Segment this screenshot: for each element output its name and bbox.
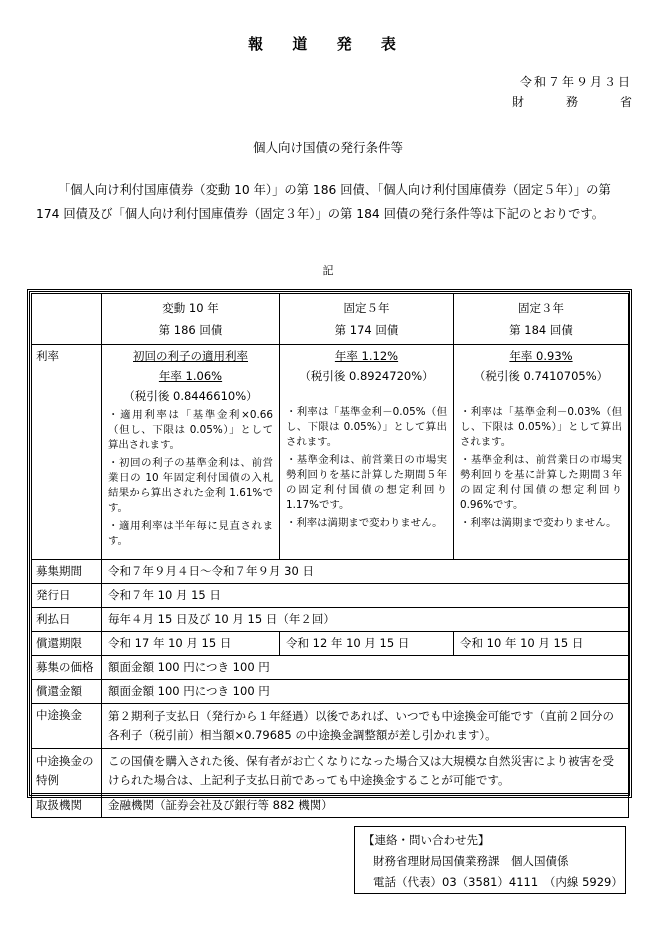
interest-payment-row: [32, 608, 629, 632]
bond-issue-number: 第 184 回債: [509, 323, 573, 337]
row-value: 額面金額 100 円につき 100 円: [102, 656, 629, 680]
header-corner: [32, 294, 102, 345]
column-header-floating-10y: [102, 294, 280, 345]
contact-heading: 【連絡・問い合わせ先】: [363, 833, 490, 847]
bond-issue-number: 第 186 回債: [158, 323, 223, 337]
intro-paragraph: 「個人向け利付国庫債券（変動 10 年）」の第 186 回債、「個人向け利付国庫債券（固定５年）」の第 174 回債及び「個人向け利付国庫債券（固定３年）」の第 184 回債の発行条件等は下記のとおりです。: [36, 183, 611, 221]
document-subtitle: 個人向け国債の発行条件等: [252, 140, 403, 155]
rate-note: ・利率は「基準金利－0.05%（但し、下限は 0.05%）」として算出されます。: [286, 406, 447, 448]
rate-value: 年率 1.12%: [334, 349, 399, 363]
row-label: 償還金額: [32, 680, 102, 704]
rate-note: ・初回の利子の基準金利は、前営業日の 10 年固定利付国債の入札結果から算出された金利 1.61%です。: [108, 457, 273, 514]
row-label: 利率: [32, 345, 102, 560]
row-label: 募集の価格: [32, 656, 102, 680]
row-value: 毎年４月 15 日及び 10 月 15 日（年２回）: [102, 608, 629, 632]
row-value: 令和７年 10 月 15 日: [102, 584, 629, 608]
release-date: 令和７年９月３日: [519, 75, 632, 89]
rate-row: [32, 345, 629, 560]
row-label: 利払日: [32, 608, 102, 632]
bond-issue-number: 第 174 回債: [334, 323, 399, 337]
early-redemption-special-row: [32, 749, 629, 794]
rate-after-tax: （税引後 0.8446610%）: [123, 389, 258, 403]
offer-price-row: [32, 656, 629, 680]
contact-box: [354, 826, 626, 894]
rate-value: 年率 0.93%: [509, 349, 573, 363]
row-label: 中途換金: [32, 704, 102, 749]
row-value: 令和 17 年 10 月 15 日: [102, 632, 280, 656]
row-label-line: 中途換金の: [36, 754, 94, 768]
header-row: [32, 294, 629, 345]
rate-value: 年率 1.06%: [158, 369, 223, 383]
bond-type: 変動 10 年: [162, 301, 219, 315]
row-label: 発行日: [32, 584, 102, 608]
issuer-char: 省: [619, 95, 632, 109]
rate-cell-floating-10y: [102, 345, 280, 560]
row-label-line: 特例: [36, 773, 59, 787]
issuer-char: 財: [512, 95, 525, 109]
issuer: [512, 93, 632, 110]
row-label: [32, 749, 102, 794]
row-value: 令和 10 年 10 月 15 日: [454, 632, 629, 656]
issue-date-row: [32, 584, 629, 608]
redemption-date-row: [32, 632, 629, 656]
institutions-row: [32, 794, 629, 818]
row-value: この国債を購入された後、保有者がお亡くなりになった場合又は大規模な自然災害により被害を受けられた場合は、上記利子支払日前であっても中途換金することが可能です。: [102, 749, 629, 794]
rate-note: ・適用利率は「基準金利×0.66（但し、下限は 0.05%）」として算出されます。: [108, 409, 273, 451]
offering-period-row: [32, 560, 629, 584]
row-label: 償還期限: [32, 632, 102, 656]
row-value: 令和７年９月４日～令和７年９月 30 日: [102, 560, 629, 584]
rate-heading: 初回の利子の適用利率: [133, 349, 248, 363]
contact-phone: 電話（代表）03（3581）4111 （内線 5929）: [373, 875, 623, 889]
rate-note: ・基準金利は、前営業日の市場実勢利回りを基に計算した期間３年の固定利付国債の想定利回り 0.96%です。: [460, 454, 622, 511]
contact-department: 財務省理財局国債業務課 個人国債係: [373, 854, 569, 868]
row-value: 額面金額 100 円につき 100 円: [102, 680, 629, 704]
bond-type: 固定５年: [343, 301, 390, 315]
bond-type: 固定３年: [518, 301, 564, 315]
early-redemption-row: [32, 704, 629, 749]
rate-note: ・適用利率は半年毎に見直されます。: [108, 520, 273, 547]
row-label: 募集期間: [32, 560, 102, 584]
rate-cell-fixed-5y: [280, 345, 454, 560]
row-label: 取扱機関: [32, 794, 102, 818]
rate-note: ・利率は「基準金利－0.03%（但し、下限は 0.05%）」として算出されます。: [460, 406, 622, 448]
column-header-fixed-3y: [454, 294, 629, 345]
page-title: 報 道 発 表: [248, 35, 408, 53]
row-value: 第２期利子支払日（発行から１年経過）以後であれば、いつでも中途換金可能です（直前２回分の各利子（税引前）相当額×0.79685 の中途換金調整額が差し引かれます）。: [102, 704, 629, 749]
row-value: 金融機関（証券会社及び銀行等 882 機関）: [102, 794, 629, 818]
rate-note: ・利率は満期まで変わりません。: [460, 517, 617, 529]
redemption-amount-row: [32, 680, 629, 704]
rate-note: ・利率は満期まで変わりません。: [286, 517, 443, 529]
rate-after-tax: （税引後 0.7410705%）: [473, 369, 609, 383]
rate-cell-fixed-3y: [454, 345, 629, 560]
issuer-char: 務: [565, 95, 578, 109]
row-value: 令和 12 年 10 月 15 日: [280, 632, 454, 656]
column-header-fixed-5y: [280, 294, 454, 345]
rate-after-tax: （税引後 0.8924720%）: [299, 369, 434, 383]
rate-note: ・基準金利は、前営業日の市場実勢利回りを基に計算した期間５年の固定利付国債の想定利回り 1.17%です。: [286, 454, 447, 511]
conditions-table: [31, 293, 629, 818]
ki-mark: 記: [322, 264, 334, 277]
